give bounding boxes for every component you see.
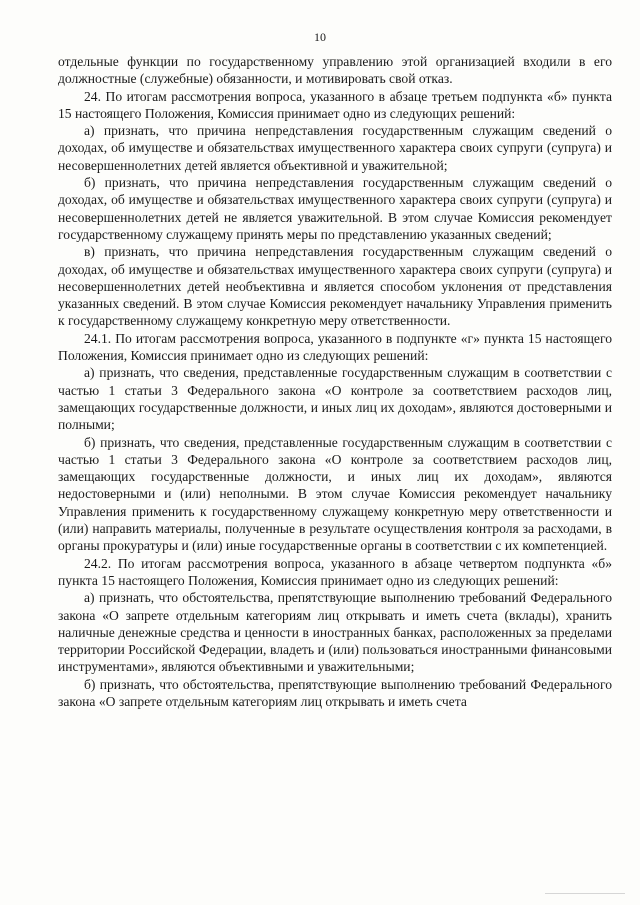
paragraph-24-1-a: а) признать, что сведения, представленные государственным служащим в соответствии с частью 1 статьи 3 Федерального закона «О контроле за соответствием расходов лиц, замещающих государственные должности, и иных лиц их доходам», являются достоверными и полными; [58,365,612,433]
paragraph-24: 24. По итогам рассмотрения вопроса, указанного в абзаце третьем подпункта «б» пункта 15 настоящего Положения, Комиссия принимает одно из следующих решений: [58,88,612,121]
paragraph-24-a: а) признать, что причина непредставления государственным служащим сведений о доходах, об имуществе и обязательствах имущественного характера своих супруги (супруга) и несовершеннолетних детей является объективной и уважительной; [58,123,612,173]
paragraph-continuation: отдельные функции по государственному управлению этой организацией входили в его должностные (служебные) обязанности, и мотивировать свой отказ. [58,54,612,87]
paragraph-24-2-b: б) признать, что обстоятельства, препятствующие выполнению требований Федерального закона «О запрете отдельным категориям лиц открывать и иметь счета [58,676,612,709]
paragraph-24-b: б) признать, что причина непредставления государственным служащим сведений о доходах, об имуществе и обязательствах имущественного характера своих супруги (супруга) и несовершеннолетних детей не является уважительной. В этом случае Комиссия рекомендует государственному служащему принять меры по представлению указанных сведений; [58,175,612,242]
document-body [58,53,612,710]
paragraph-24-1-b: б) признать, что сведения, представленные государственным служащим в соответствии с частью 1 статьи 3 Федерального закона «О контроле за соответствием расходов лиц, замещающих государственные должности, и иных лиц их доходам», являются недостоверными и (или) неполными. В этом случае Комиссия рекомендует начальнику Управления применить к государственному служащему конкретную меру ответственности и (или) направить материалы, полученные в результате осуществления контроля за расходами, в органы прокуратуры и (или) иные государственные органы в соответствии с их компетенцией. [58,434,612,554]
paragraph-24-1: 24.1. По итогам рассмотрения вопроса, указанного в подпункте «г» пункта 15 настоящего Положения, Комиссия принимает одно из следующих решений: [58,330,612,364]
scan-artifact [545,893,625,894]
paragraph-24-2: 24.2. По итогам рассмотрения вопроса, указанного в абзаце четвертом подпункта «б» пункта 15 настоящего Положения, Комиссия принимает одно из следующих решений: [58,555,612,588]
paragraph-24-v: в) признать, что причина непредставления государственным служащим сведений о доходах, об имуществе и обязательствах имущественного характера своих супруги (супруга) и несовершеннолетних детей необъективна и является способом уклонения от представления указанных сведений. В этом случае Комиссия рекомендует начальнику Управления применить к государственному служащему конкретную меру ответственности. [58,244,612,329]
paragraph-24-2-a: а) признать, что обстоятельства, препятствующие выполнению требований Федерального закона «О запрете отдельным категориям лиц открывать и иметь счета (вклады), хранить наличные денежные средства и ценности в иностранных банках, расположенных за пределами территории Российской Федерации, владеть и (или) пользоваться иностранными финансовыми инструментами», являются объективными и уважительными; [58,590,612,675]
page-number: 10 [314,30,326,44]
